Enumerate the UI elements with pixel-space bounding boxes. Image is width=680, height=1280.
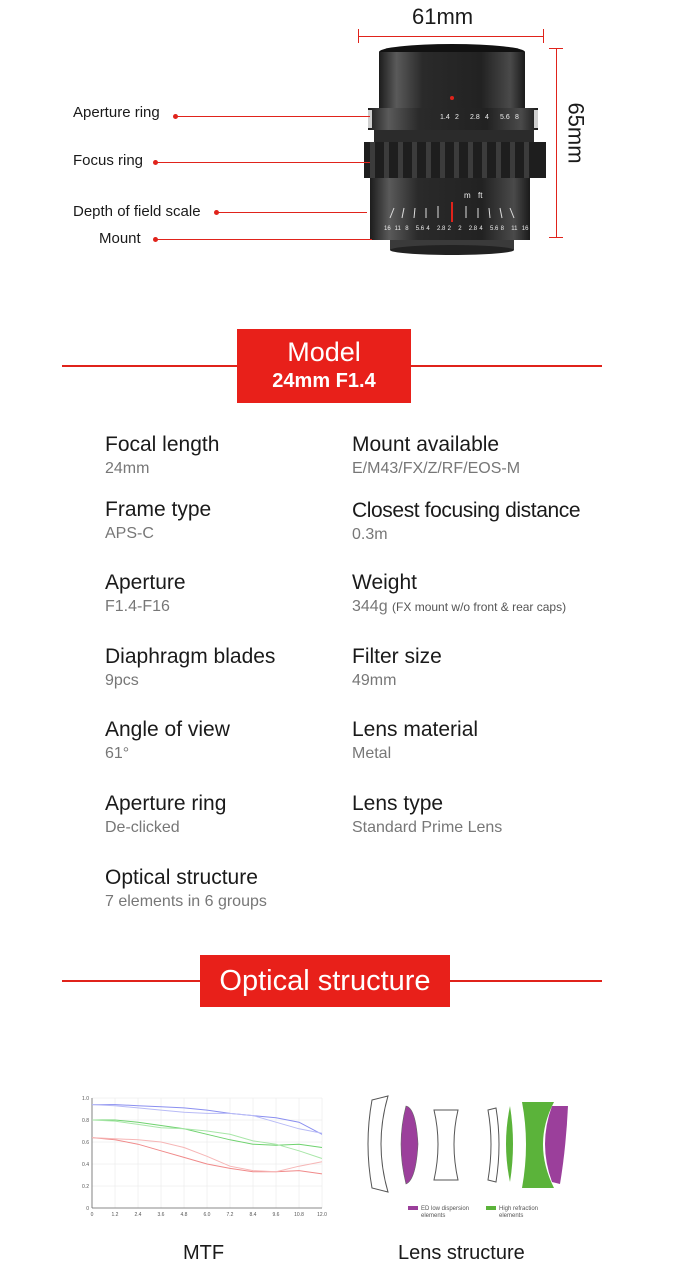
spec-value: Standard Prime Lens xyxy=(352,819,503,836)
spec-name: Aperture xyxy=(105,571,186,594)
height-dimension-line xyxy=(556,48,557,238)
lens-diagram xyxy=(0,0,680,300)
focus-unit-mark: ft xyxy=(478,191,483,200)
callout-mount: Mount xyxy=(99,230,141,247)
callout-line xyxy=(156,162,370,163)
legend-hr-label: High refraction elements xyxy=(499,1206,539,1219)
dof-mark: 2.8 xyxy=(437,226,446,232)
dof-mark: 5.6 xyxy=(490,226,499,232)
spec-optical-structure xyxy=(105,866,267,912)
y-tick-label: 1.0 xyxy=(82,1096,89,1102)
spec-lens-material xyxy=(352,718,478,764)
spec-value: 0.3m xyxy=(352,526,388,543)
lens-structure-caption: Lens structure xyxy=(398,1242,525,1264)
lens-element-ed-2 xyxy=(545,1106,568,1184)
dof-mark: 11 xyxy=(394,226,401,232)
spec-focal-length xyxy=(105,433,219,479)
model-name: 24mm F1.4 xyxy=(272,370,376,392)
spec-name: Filter size xyxy=(352,645,442,668)
dof-mark: 16 xyxy=(384,226,391,232)
spec-value: 9pcs xyxy=(105,672,139,689)
callout-line xyxy=(176,116,370,117)
dimension-tick xyxy=(549,237,563,238)
legend-hr-swatch xyxy=(486,1206,496,1210)
spec-value: Metal xyxy=(352,745,392,762)
y-tick-label: 0.4 xyxy=(82,1162,89,1168)
dof-mark: 2 xyxy=(447,226,451,232)
spec-value: 49mm xyxy=(352,672,397,689)
spec-value: De-clicked xyxy=(105,819,180,836)
spec-value: 61° xyxy=(105,745,130,762)
dof-mark: 5.6 xyxy=(415,226,425,232)
spec-name: Lens type xyxy=(352,792,444,815)
lens-element-hr-1 xyxy=(506,1106,513,1182)
optical-structure-header: Optical structure xyxy=(200,955,450,1007)
spec-value: F1.4-F16 xyxy=(105,598,170,615)
spec-name: Focal length xyxy=(105,433,220,456)
x-tick-label: 2.4 xyxy=(134,1212,142,1218)
lens-structure-diagram xyxy=(362,1092,572,1198)
callout-focus-ring: Focus ring xyxy=(73,152,144,169)
spec-aperture-ring xyxy=(105,792,226,838)
height-dimension-label: 65mm xyxy=(563,102,589,164)
y-tick-label: 0.8 xyxy=(82,1118,89,1124)
legend-ed xyxy=(408,1206,487,1220)
lens-element-4 xyxy=(488,1108,499,1182)
dof-mark: 16 xyxy=(521,226,529,232)
y-tick-label: 0.2 xyxy=(82,1184,89,1190)
legend-ed-label: ED low dispersion elements xyxy=(421,1206,470,1219)
x-tick-label: 7.2 xyxy=(226,1212,234,1218)
callout-line xyxy=(217,212,367,213)
spec-aperture xyxy=(105,571,186,617)
x-tick-label: 12.0 xyxy=(317,1212,327,1218)
dof-mark: 4 xyxy=(426,226,430,232)
dof-mark: 2 xyxy=(458,226,462,232)
width-dimension-label: 61mm xyxy=(412,4,474,29)
x-tick-label: 4.8 xyxy=(180,1212,188,1218)
aperture-mark: 2.8 xyxy=(470,114,480,121)
lens-element-3 xyxy=(434,1110,458,1180)
x-tick-label: 9.6 xyxy=(272,1212,280,1218)
x-tick-label: 8.4 xyxy=(249,1212,257,1218)
x-tick-label: 1.2 xyxy=(111,1212,119,1218)
dimension-tick xyxy=(543,29,544,43)
aperture-mark: 1.4 xyxy=(440,114,450,121)
lens-element-1 xyxy=(368,1096,388,1192)
spec-name: Optical structure xyxy=(105,866,258,889)
callout-line xyxy=(156,239,372,240)
spec-value: APS-C xyxy=(105,525,154,542)
callout-dof-scale: Depth of field scale xyxy=(73,203,201,220)
spec-value: 24mm xyxy=(105,460,150,477)
spec-mount-available xyxy=(352,433,520,479)
aperture-mark: 2 xyxy=(455,114,459,121)
spec-note: (FX mount w/o front & rear caps) xyxy=(392,600,567,614)
spec-angle-of-view xyxy=(105,718,230,764)
x-tick-label: 3.6 xyxy=(157,1212,165,1218)
aperture-mark: 8 xyxy=(515,114,519,121)
section-divider xyxy=(62,365,237,367)
section-divider xyxy=(411,365,602,367)
y-tick-label: 0 xyxy=(86,1206,89,1212)
aperture-mark: 4 xyxy=(485,114,489,121)
dof-mark: 4 xyxy=(479,226,483,232)
spec-name: Frame type xyxy=(105,498,212,521)
section-divider xyxy=(450,980,602,982)
spec-closest-focus xyxy=(352,499,580,545)
mtf-caption: MTF xyxy=(183,1242,225,1264)
mtf-chart xyxy=(78,1090,328,1220)
spec-name: Weight xyxy=(352,571,417,594)
aperture-mark: 5.6 xyxy=(500,114,510,121)
legend-high-refraction xyxy=(486,1206,561,1220)
dimension-tick xyxy=(358,29,359,43)
y-tick-label: 0.6 xyxy=(82,1140,89,1146)
width-dimension-line xyxy=(358,36,544,37)
dimension-tick xyxy=(549,48,563,49)
lens-element-ed xyxy=(401,1106,418,1184)
dof-mark: 8 xyxy=(500,226,504,232)
focus-unit-mark: m xyxy=(464,191,471,200)
spec-lens-type xyxy=(352,792,502,838)
spec-value-row xyxy=(352,597,566,617)
spec-name: Closest focusing distance xyxy=(352,499,581,522)
spec-frame-type xyxy=(105,498,211,544)
spec-diaphragm-blades xyxy=(105,645,275,691)
lens-illustration xyxy=(360,40,550,260)
dof-mark: 2.8 xyxy=(468,226,478,232)
spec-name: Lens material xyxy=(352,718,479,741)
x-tick-label: 0 xyxy=(90,1212,94,1218)
spec-name: Aperture ring xyxy=(105,792,227,815)
spec-name: Mount available xyxy=(352,433,500,456)
model-title: Model xyxy=(287,337,361,367)
legend-ed-swatch xyxy=(408,1206,418,1210)
x-tick-label: 6.0 xyxy=(203,1212,211,1218)
callout-aperture-ring: Aperture ring xyxy=(73,104,160,121)
x-tick-label: 10.8 xyxy=(294,1212,304,1218)
spec-weight xyxy=(352,571,566,617)
model-header xyxy=(237,329,411,403)
dof-mark: 8 xyxy=(405,226,409,232)
spec-value: E/M43/FX/Z/RF/EOS-M xyxy=(352,460,521,477)
section-divider xyxy=(62,980,200,982)
spec-name: Diaphragm blades xyxy=(105,645,276,668)
spec-filter-size xyxy=(352,645,442,691)
spec-value: 7 elements in 6 groups xyxy=(105,893,267,910)
spec-value: 344g xyxy=(352,598,388,615)
spec-name: Angle of view xyxy=(105,718,230,741)
dof-mark: 11 xyxy=(511,226,518,232)
